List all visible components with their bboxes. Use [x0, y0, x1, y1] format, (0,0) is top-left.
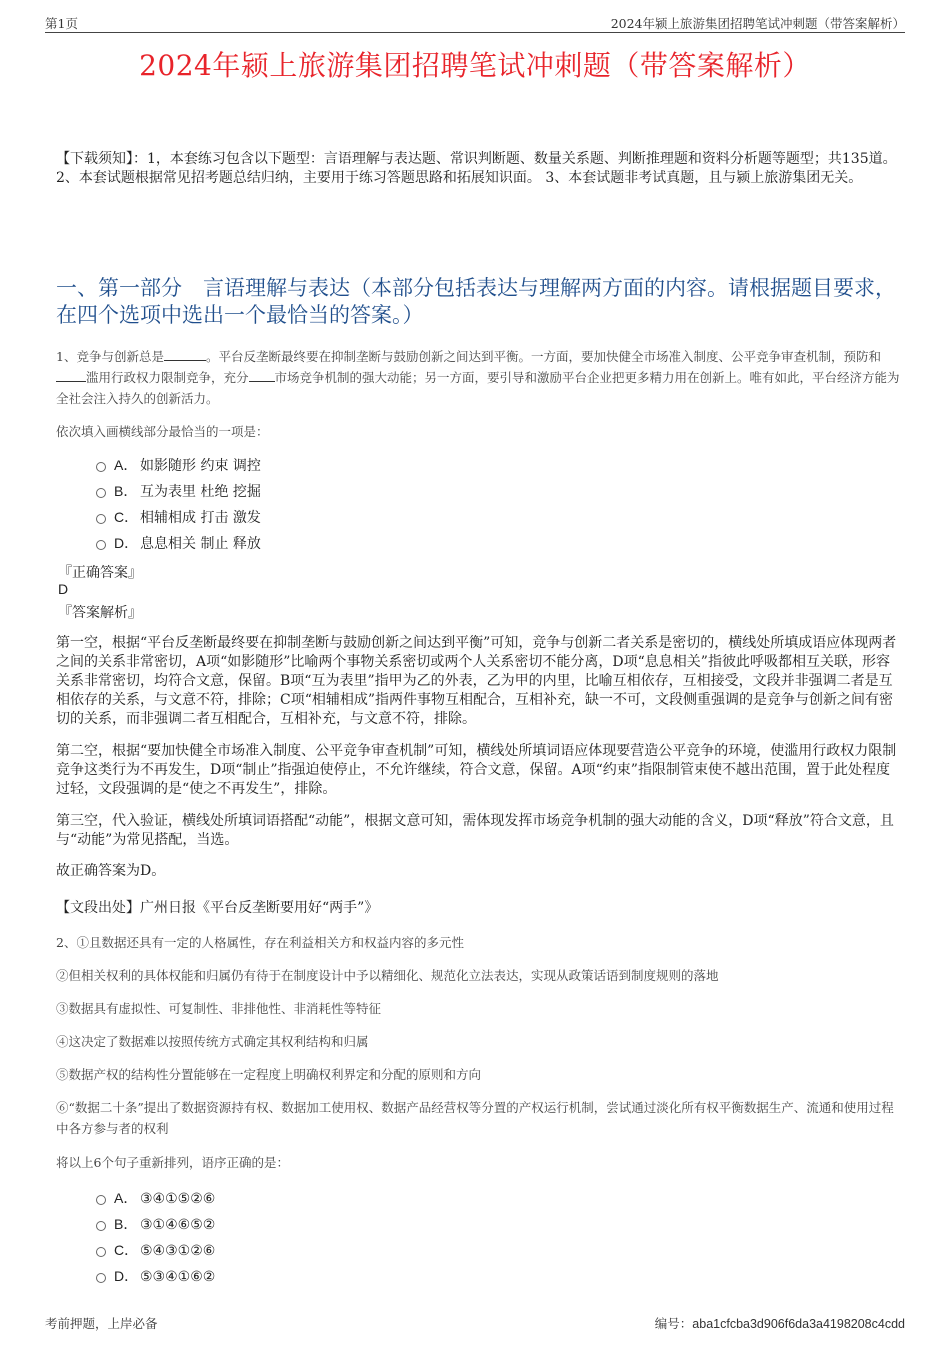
radio-icon[interactable]: [96, 1221, 106, 1231]
q2-sentence-1: 2、①且数据还具有一定的人格属性，存在利益相关方和权益内容的多元性: [56, 935, 464, 950]
q2-sentence-3: ③数据具有虚拟性、可复制性、非排他性、非消耗性等特征: [56, 1001, 382, 1016]
q1-option-d[interactable]: D． 息息相关 制止 释放: [96, 533, 261, 553]
page-title: 2024年颍上旅游集团招聘笔试冲刺题（带答案解析）: [139, 49, 811, 82]
radio-icon[interactable]: [96, 540, 106, 550]
analysis-conclusion: 故正确答案为D。: [56, 863, 166, 879]
q2-option-b[interactable]: B． ③①④⑥⑤②: [96, 1214, 215, 1234]
source-citation: 【文段出处】广州日报《平台反垄断要用好“两手”》: [56, 900, 379, 916]
blank-2: [56, 368, 86, 382]
analysis-paragraph-1: 第一空，根据“平台反垄断最终要在抑制垄断与鼓励创新之间达到平衡”可知，竞争与创新二者关系是密切的，横线处所填成语应体现两者之间的关系非常密切，A项“如影随形”比喻两个事物关系密切或两个人关系密切不能分离，D项“息息相关”指彼此呼吸都相互关联，形容关系非常密切，均符合文意，保留。B项“互为表里”指甲为乙的外表，乙为甲的内里，比喻互相依存，互相接受，文段并非强调二者是互相依存的关系，与文意不符，排除；C项“相辅相成”指两件事物互相配合，互相补充，缺一不可，文段侧重强调的是竞争与创新之间有密切的关系，而非强调二者互相配合，互相补充，与文意不符，排除。: [56, 635, 897, 727]
radio-icon[interactable]: [96, 514, 106, 524]
section-title: 一、第一部分 言语理解与表达（本部分包括表达与理解两方面的内容。请根据题目要求，在四个选项中选出一个最恰当的答案。）: [56, 276, 896, 327]
blank-1: [164, 347, 206, 361]
question-2-prompt: 将以上6个句子重新排列，语序正确的是：: [56, 1155, 289, 1170]
blank-3: [249, 368, 275, 382]
analysis-label: 『答案解析』: [58, 605, 142, 621]
radio-icon[interactable]: [96, 462, 106, 472]
q2-sentence-6: ⑥“数据二十条”提出了数据资源持有权、数据加工使用权、数据产品经营权等分置的产权运行机制，尝试通过淡化所有权平衡数据生产、流通和使用过程中各方参与者的权利: [56, 1100, 894, 1136]
radio-icon[interactable]: [96, 488, 106, 498]
question-1-stem: 1、竞争与创新总是 。平台反垄断最终要在抑制垄断与鼓励创新之间达到平衡。一方面，要加快健全市场准入制度、公平竞争审查机制，预防和滥用行政权力限制竞争，充分 市场竞争机制的强大动能；另一方面，要引导和激励平台企业把更多精力用在创新上。唯有如此，平台经济方能为全社会注入持久的创新活力。: [56, 349, 900, 406]
radio-icon[interactable]: [96, 1195, 106, 1205]
footer-code: 编号：aba1cfcba3d906f6da3a4198208c4cdd: [654, 1316, 905, 1331]
page-number: 第1页: [45, 16, 78, 31]
analysis-paragraph-3: 第三空，代入验证，横线处所填词语搭配“动能”，根据文意可知，需体现发挥市场竞争机制的强大动能的含义，D项“释放”符合文意，且与“动能”为常见搭配，当选。: [56, 813, 894, 848]
q1-option-c[interactable]: C． 相辅相成 打击 激发: [96, 507, 261, 527]
q2-sentence-2: ②但相关权利的具体权能和归属仍有待于在制度设计中予以精细化、规范化立法表达，实现从政策话语到制度规则的落地: [56, 968, 719, 983]
header-doc-title: 2024年颍上旅游集团招聘笔试冲刺题（带答案解析）: [610, 16, 905, 31]
q1-option-a[interactable]: A． 如影随形 约束 调控: [96, 455, 261, 475]
correct-answer-label: 『正确答案』: [58, 565, 142, 581]
radio-icon[interactable]: [96, 1273, 106, 1283]
q1-option-b[interactable]: B． 互为表里 杜绝 挖掘: [96, 481, 261, 501]
footer-slogan: 考前押题，上岸必备: [45, 1316, 158, 1331]
q2-option-c[interactable]: C． ⑤④③①②⑥: [96, 1240, 215, 1260]
analysis-paragraph-2: 第二空，根据“要加快健全市场准入制度、公平竞争审查机制”可知，横线处所填词语应体现要营造公平竞争的环境，使滥用行政权力限制竞争这类行为不再发生，D项“制止”指强迫使停止，不允许继续，符合文意，保留。A项“约束”指限制管束使不越出范围，置于此处程度过轻，文段强调的是“使之不再发生”，排除。: [56, 743, 897, 797]
radio-icon[interactable]: [96, 1247, 106, 1257]
q2-option-d[interactable]: D． ⑤③④①⑥②: [96, 1266, 215, 1286]
header-divider: [45, 32, 905, 33]
q2-sentence-4: ④这决定了数据难以按照传统方式确定其权利结构和归属: [56, 1034, 369, 1049]
q2-sentence-5: ⑤数据产权的结构性分置能够在一定程度上明确权利界定和分配的原则和方向: [56, 1067, 482, 1082]
question-1-prompt: 依次填入画横线部分最恰当的一项是：: [56, 424, 269, 439]
correct-answer: D: [58, 581, 69, 597]
q2-option-a[interactable]: A． ③④①⑤②⑥: [96, 1188, 215, 1208]
download-notice: 【下载须知】：1，本套练习包含以下题型：言语理解与表达题、常识判断题、数量关系题、判断推理题和资料分析题等题型；共135道。 2、本套试题根据常见招考题总结归纳，主要用于练习答题思路和拓展知识面。 3、本套试题非考试真题，且与颍上旅游集团无关。: [56, 151, 897, 186]
